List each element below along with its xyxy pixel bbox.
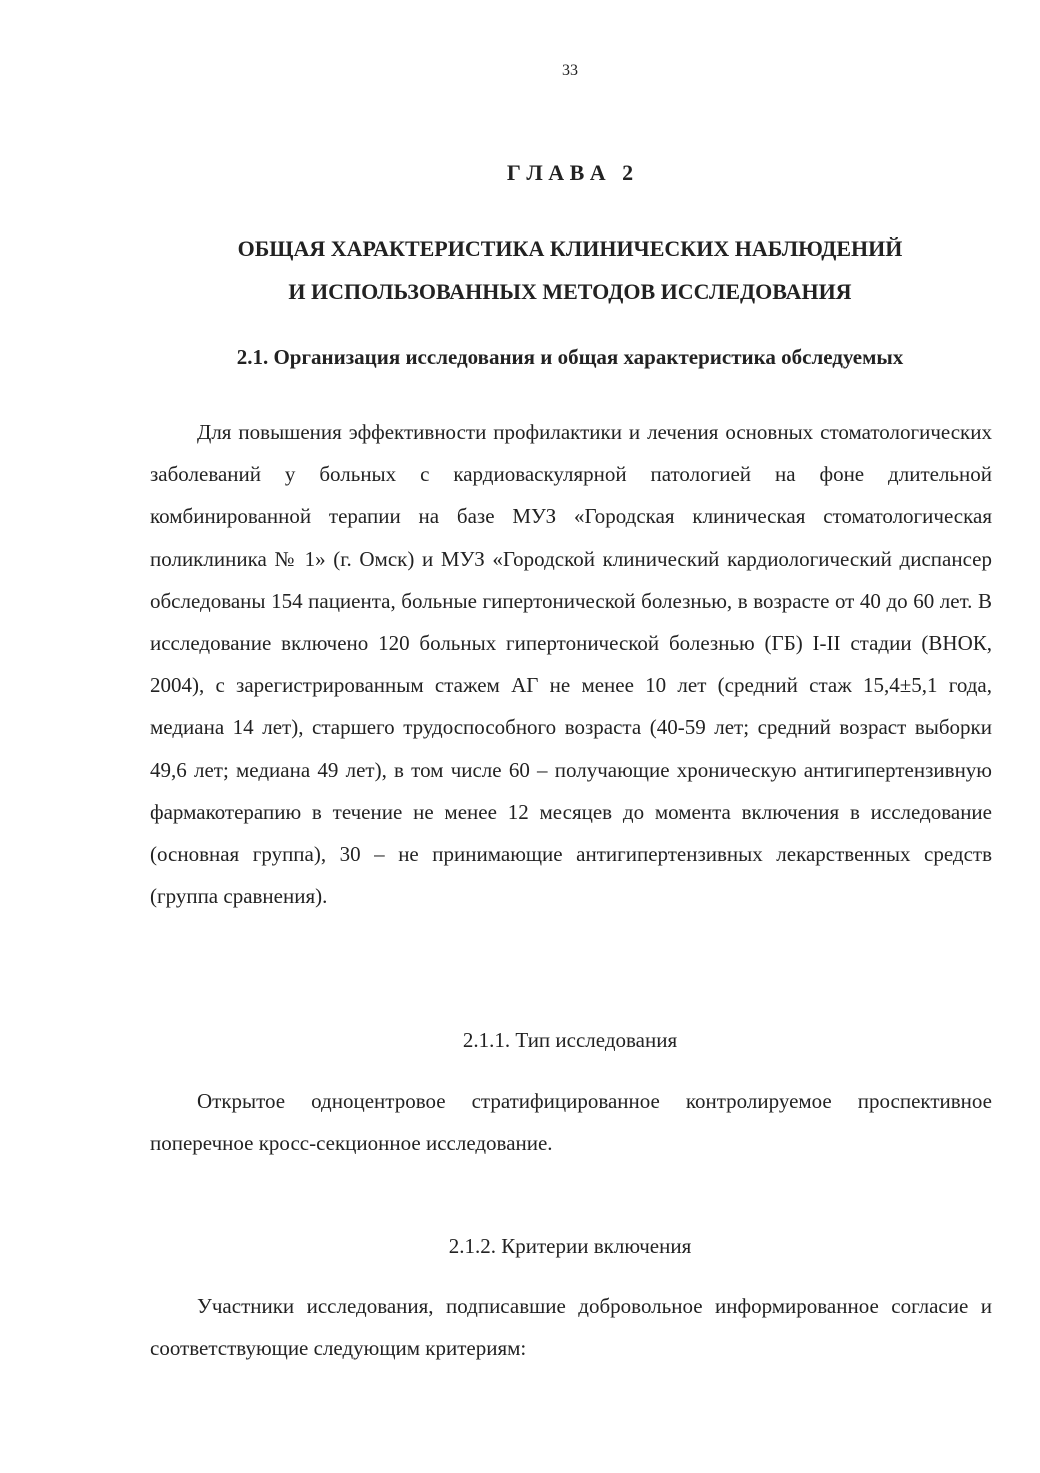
chapter-heading: Г Л А В А 2 bbox=[506, 160, 634, 185]
body-paragraph-2: Открытое одноцентровое стратифицированное контролируемое проспективное поперечное кросс-секционное исследование. bbox=[150, 1089, 992, 1156]
section-title: 2.1. Организация исследования и общая характеристика обследуемых bbox=[236, 345, 904, 369]
body-paragraph-3: Участники исследования, подписавшие добровольное информированное согласие и соответствующие следующим критериям: bbox=[150, 1294, 992, 1361]
chapter-title-line-2: И ИСПОЛЬЗОВАННЫХ МЕТОДОВ ИССЛЕДОВАНИЯ bbox=[288, 279, 852, 304]
subheading-inclusion-criteria: 2.1.2. Критерии включения bbox=[448, 1234, 692, 1258]
chapter-title-line-1: ОБЩАЯ ХАРАКТЕРИСТИКА КЛИНИЧЕСКИХ НАБЛЮДЕНИЙ bbox=[237, 236, 903, 261]
page-number: 33 bbox=[562, 62, 578, 79]
chapter-title bbox=[0, 227, 1040, 313]
body-paragraph-1: Для повышения эффективности профилактики и лечения основных стоматологических заболеваний у больных с кардиоваскулярной патологией на фоне длительной комбинированной терапии на базе МУЗ «Городская клиническая стоматологическая поликлиника № 1» (г. Омск) и МУЗ «Городской клинический кардиологический диспансер обследованы 154 пациента, больные гипертонической болезнью, в возрасте от 40 до 60 лет. В исследование включено 120 больных гипертонической болезнью (ГБ) I-II стадии (ВНОК, 2004), с зарегистрированным стажем АГ не менее 10 лет (средний стаж 15,4±5,1 года, медиана 14 лет), старшего трудоспособного возраста (40-59 лет; средний возраст выборки 49,6 лет; медиана 49 лет), в том числе 60 – получающие хроническую антигипертензивную фармакотерапию в течение не менее 12 месяцев до момента включения в исследование (основная группа), 30 – не принимающие антигипертензивных лекарственных средств (группа сравнения). bbox=[150, 420, 992, 909]
subheading-study-type: 2.1.1. Тип исследования bbox=[462, 1028, 678, 1052]
